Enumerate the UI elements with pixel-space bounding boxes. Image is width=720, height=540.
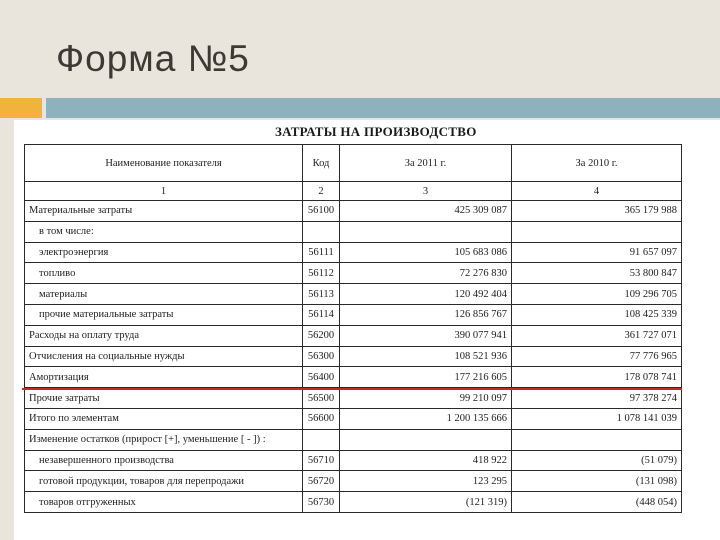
- row-name: незавершенного производства: [25, 450, 303, 471]
- header-indicator: Наименование показателя: [25, 145, 303, 182]
- table-row: [25, 367, 682, 388]
- row-code: 56112: [303, 263, 340, 284]
- slide-title: Форма №5: [56, 38, 250, 79]
- row-name: Итого по элементам: [25, 408, 303, 429]
- row-value-2011: [340, 429, 512, 450]
- table-row: [25, 325, 682, 346]
- table-row: [25, 450, 682, 471]
- table-header-row: [25, 145, 682, 182]
- row-value-2011: 108 521 936: [340, 346, 512, 367]
- header-2010: За 2010 г.: [512, 145, 682, 182]
- row-code: [303, 221, 340, 242]
- row-value-2011: [340, 221, 512, 242]
- row-value-2010: (131 098): [512, 471, 682, 492]
- row-code: [303, 429, 340, 450]
- table-row: [25, 242, 682, 263]
- row-name: в том числе:: [25, 221, 303, 242]
- document-title: ЗАТРАТЫ НА ПРОИЗВОДСТВО: [275, 124, 477, 139]
- row-value-2010: 108 425 339: [512, 304, 682, 325]
- highlight-line: [22, 388, 682, 390]
- row-name: Амортизация: [25, 367, 303, 388]
- row-value-2011: 177 216 605: [340, 367, 512, 388]
- row-code: 56500: [303, 388, 340, 409]
- row-code: 56710: [303, 450, 340, 471]
- row-name: Материальные затраты: [25, 201, 303, 222]
- accent-bar-orange: [0, 98, 42, 118]
- row-value-2011: (121 319): [340, 492, 512, 513]
- row-code: 56600: [303, 408, 340, 429]
- table-row: [25, 388, 682, 409]
- row-name: материалы: [25, 284, 303, 305]
- row-code: 56111: [303, 242, 340, 263]
- row-name: Изменение остатков (прирост [+], уменьшение [ - ]) :: [25, 429, 303, 450]
- row-value-2011: 425 309 087: [340, 201, 512, 222]
- row-code: 56730: [303, 492, 340, 513]
- row-name: готовой продукции, товаров для перепродажи: [25, 471, 303, 492]
- row-value-2010: 365 179 988: [512, 201, 682, 222]
- row-name: Прочие затраты: [25, 388, 303, 409]
- row-code: 56114: [303, 304, 340, 325]
- row-value-2010: 97 378 274: [512, 388, 682, 409]
- row-name: Отчисления на социальные нужды: [25, 346, 303, 367]
- column-number: 4: [512, 182, 682, 201]
- table-row: [25, 408, 682, 429]
- row-name: товаров отгруженных: [25, 492, 303, 513]
- table-row: [25, 492, 682, 513]
- row-value-2011: 120 492 404: [340, 284, 512, 305]
- row-name: электроэнергия: [25, 242, 303, 263]
- row-value-2010: 109 296 705: [512, 284, 682, 305]
- row-value-2010: [512, 429, 682, 450]
- column-numbers-row: [25, 182, 682, 201]
- table-row: [25, 221, 682, 242]
- row-value-2010: 361 727 071: [512, 325, 682, 346]
- row-value-2011: 126 856 767: [340, 304, 512, 325]
- table-row: [25, 471, 682, 492]
- row-value-2011: 1 200 135 666: [340, 408, 512, 429]
- row-value-2010: (51 079): [512, 450, 682, 471]
- row-code: 56113: [303, 284, 340, 305]
- column-number: 2: [303, 182, 340, 201]
- row-value-2011: 418 922: [340, 450, 512, 471]
- table-row: [25, 346, 682, 367]
- header-code: Код: [303, 145, 340, 182]
- table-row: [25, 304, 682, 325]
- row-value-2011: 105 683 086: [340, 242, 512, 263]
- row-name: Расходы на оплату труда: [25, 325, 303, 346]
- row-value-2011: 72 276 830: [340, 263, 512, 284]
- row-code: 56300: [303, 346, 340, 367]
- row-value-2010: 178 078 741: [512, 367, 682, 388]
- table-row: [25, 429, 682, 450]
- row-value-2010: [512, 221, 682, 242]
- row-code: 56720: [303, 471, 340, 492]
- row-value-2011: 390 077 941: [340, 325, 512, 346]
- row-value-2011: 99 210 097: [340, 388, 512, 409]
- row-name: топливо: [25, 263, 303, 284]
- table-row: [25, 263, 682, 284]
- row-name: прочие материальные затраты: [25, 304, 303, 325]
- row-value-2010: 91 657 097: [512, 242, 682, 263]
- row-value-2010: 53 800 847: [512, 263, 682, 284]
- column-number: 1: [25, 182, 303, 201]
- column-number: 3: [340, 182, 512, 201]
- row-value-2010: 1 078 141 039: [512, 408, 682, 429]
- row-code: 56100: [303, 201, 340, 222]
- row-value-2011: 123 295: [340, 471, 512, 492]
- accent-bar-teal: [46, 98, 720, 118]
- table-row: [25, 201, 682, 222]
- header-2011: За 2011 г.: [340, 145, 512, 182]
- row-code: 56400: [303, 367, 340, 388]
- table-row: [25, 284, 682, 305]
- costs-table: [24, 144, 682, 513]
- table-body: [25, 201, 682, 513]
- row-code: 56200: [303, 325, 340, 346]
- row-value-2010: 77 776 965: [512, 346, 682, 367]
- row-value-2010: (448 054): [512, 492, 682, 513]
